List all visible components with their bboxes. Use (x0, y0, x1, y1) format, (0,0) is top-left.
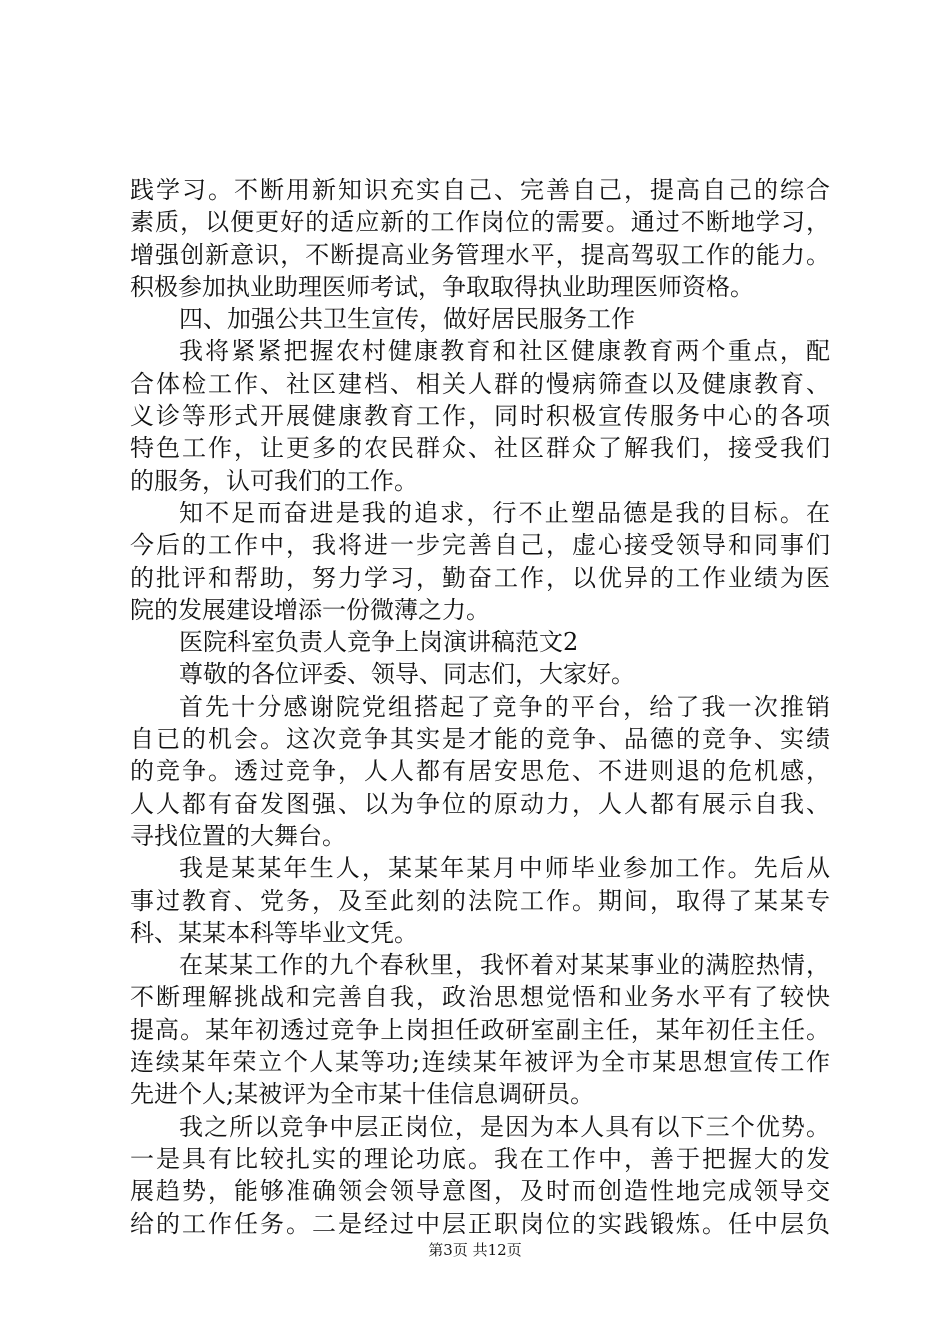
text-line: 先进个人;某被评为全市某十佳信息调研员。 (130, 1080, 595, 1109)
text-line: 在某某工作的九个春秋里，我怀着对某某事业的满腔热情， (179, 951, 830, 980)
text-line: 增强创新意识，不断提高业务管理水平，提高驾驭工作的能力。 (130, 240, 830, 269)
text-line: 四、加强公共卫生宣传，做好居民服务工作 (179, 305, 635, 334)
text-line: 尊敬的各位评委、领导、同志们，大家好。 (179, 660, 635, 689)
text-line: 自已的机会。这次竞争其实是才能的竞争、品德的竞争、实绩 (130, 725, 830, 754)
text-line: 首先十分感谢院党组搭起了竞争的平台，给了我一次推销 (179, 692, 830, 721)
text-line: 的竞争。透过竞争，人人都有居安思危、不进则退的危机感， (130, 757, 830, 786)
page-footer (0, 1240, 950, 1260)
text-line: 我是某某年生人，某某年某月中师毕业参加工作。先后从 (179, 854, 830, 883)
text-line: 人人都有奋发图强、以为争位的原动力，人人都有展示自我、 (130, 789, 830, 818)
text-line: 合体检工作、社区建档、相关人群的慢病筛查以及健康教育、 (130, 369, 830, 398)
text-line: 事过教育、党务，及至此刻的法院工作。期间，取得了某某专 (130, 886, 830, 915)
text-line: 我将紧紧把握农村健康教育和社区健康教育两个重点，配 (179, 337, 830, 366)
text-line: 义诊等形式开展健康教育工作，同时积极宣传服务中心的各项 (130, 402, 830, 431)
text-line: 的批评和帮助，努力学习，勤奋工作，以优异的工作业绩为医 (130, 563, 830, 592)
text-line: 今后的工作中，我将进一步完善自己，虚心接受领导和同事们 (130, 531, 830, 560)
text-line: 践学习。不断用新知识充实自己、完善自己，提高自己的综合 (130, 176, 830, 204)
text-line: 展趋势，能够准确领会领导意图，及时而创造性地完成领导交 (130, 1177, 830, 1206)
text-line: 的服务，认可我们的工作。 (130, 466, 418, 495)
text-line: 我之所以竞争中层正岗位，是因为本人具有以下三个优势。 (179, 1112, 830, 1141)
text-line: 给的工作任务。二是经过中层正职岗位的实践锻炼。任中层负 (130, 1209, 830, 1238)
page-number: 第3页 共12页 (428, 1241, 522, 1259)
text-line: 院的发展建设增添一份微薄之力。 (130, 595, 490, 624)
text-line: 积极参加执业助理医师考试，争取取得执业助理医师资格。 (130, 272, 754, 301)
text-line: 一是具有比较扎实的理论功底。我在工作中，善于把握大的发 (130, 1144, 830, 1173)
text-line: 连续某年荣立个人某等功;连续某年被评为全市某思想宣传工作 (130, 1048, 830, 1077)
text-line: 不断理解挑战和完善自我，政治思想觉悟和业务水平有了较快 (130, 983, 830, 1012)
text-line: 提高。某年初透过竞争上岗担任政研室副主任，某年初任主任。 (130, 1015, 830, 1044)
text-line: 特色工作，让更多的农民群众、社区群众了解我们，接受我们 (130, 434, 830, 463)
text-line: 医院科室负责人竞争上岗演讲稿范文2 (179, 628, 579, 657)
document-body (130, 174, 830, 1240)
text-line: 科、某某本科等毕业文凭。 (130, 918, 418, 947)
text-line: 知不足而奋进是我的追求，行不止塑品德是我的目标。在 (179, 498, 830, 527)
text-line: 寻找位置的大舞台。 (130, 821, 346, 850)
text-line: 素质，以便更好的适应新的工作岗位的需要。通过不断地学习， (130, 208, 830, 237)
